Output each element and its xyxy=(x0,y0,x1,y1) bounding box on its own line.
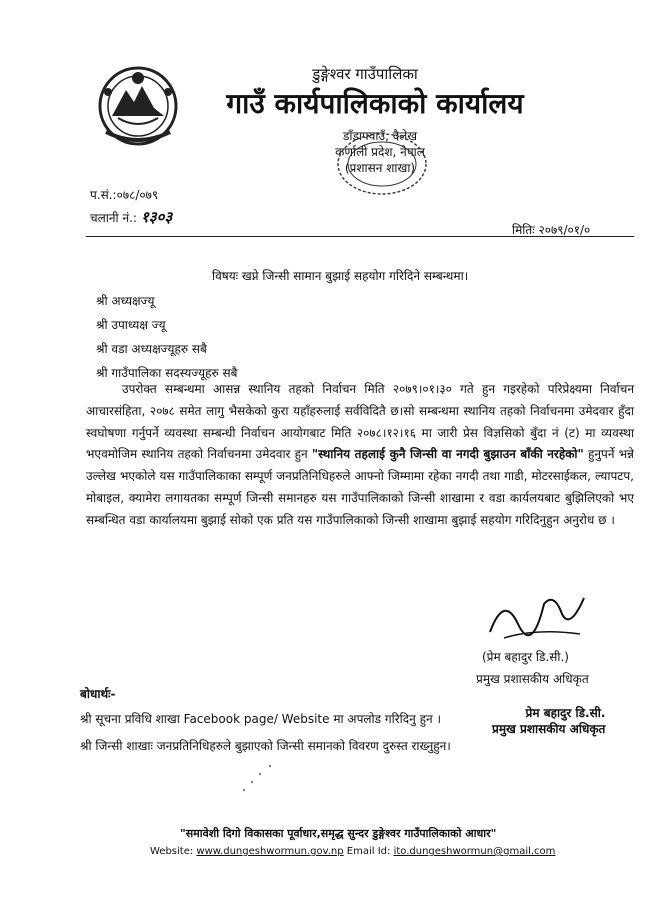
cc-item: श्री जिन्सी शाखाः जनप्रतिनिधिहरुले बुझाएको जिन्सी समानको विवरण दुरुस्त राख्नुहुन। xyxy=(80,739,451,753)
handwritten-signature-icon xyxy=(484,584,594,644)
footer-motto: "समावेशी दिगो विकासका पूर्वाधार,समृद्ध सुन्दर डुङ्गेश्वर गाउँपालिकाको आधार" xyxy=(180,827,497,840)
date-label: मितिः xyxy=(512,223,535,237)
date-value: २०७९/०१/० xyxy=(538,223,591,237)
website-label: Website: xyxy=(150,846,194,857)
ps-value: ०७८/०७९ xyxy=(116,188,159,202)
ps-label: प.सं.: xyxy=(90,188,117,202)
signatory-name: (प्रेम बहादुर डि.सी.) xyxy=(482,650,569,664)
letter-body xyxy=(86,379,634,532)
typed-signature xyxy=(492,705,605,737)
office-stamp-icon xyxy=(328,128,436,200)
header-divider xyxy=(86,236,634,237)
address-line-1: डाँडाफ्याउँ, दैलेख xyxy=(342,129,418,143)
municipality-name: डुङ्गेश्वर गाउँपालिका xyxy=(312,65,418,83)
recipient-line: श्री गाउँपालिका सदस्यज्यूहरु सबै xyxy=(96,366,238,380)
cc-label: बोधार्थः- xyxy=(80,687,116,701)
patra-sankhya xyxy=(90,186,158,203)
office-title: गाउँ कार्यपालिकाको कार्यालय xyxy=(226,87,524,120)
nepal-government-emblem-icon xyxy=(88,56,188,148)
body-quote: "स्थानिय तहलाई कुनै जिन्सी वा नगदी बुझाउन बाँकी नरहेको" xyxy=(311,447,584,462)
typed-title: प्रमुख प्रशासकीय अधिकृत xyxy=(492,722,606,736)
recipient-line: श्री उपाध्यक्ष ज्यू xyxy=(96,318,166,332)
chalani-number xyxy=(90,207,172,227)
typed-name: प्रेम बहादुर डि.सी. xyxy=(525,706,606,720)
chalani-value: १३०३ xyxy=(140,208,173,226)
cc-item: श्री सूचना प्रविधि शाखा Facebook page/ Website मा अपलोड गरिदिनु हुन । xyxy=(80,712,442,726)
letter-subject: विषयः खप्ने जिन्सी सामान बुझाई सहयोग गरिदिने सम्बन्धमा। xyxy=(212,269,469,283)
recipient-line: श्री अध्यक्षज्यू xyxy=(96,294,155,308)
email-label: Email Id: xyxy=(346,846,391,857)
recipient-line: श्री वडा अध्यक्षज्यूहरु सबै xyxy=(96,342,207,356)
email-link[interactable]: ito.dungeshwormun@gmail.com xyxy=(393,846,556,857)
stamp-text: (प्रशासन शाखा) xyxy=(344,161,416,175)
scan-specks xyxy=(230,760,290,800)
footer-contact xyxy=(150,846,555,857)
chalani-label: चलानी नं.: xyxy=(90,211,137,225)
website-link[interactable]: www.dungeshwormun.gov.np xyxy=(196,846,344,857)
address-line-2: कर्णाली प्रदेश, नेपाल xyxy=(335,145,425,159)
body-part-1: उपरोक्त सम्बन्धमा आसन्न स्थानिय तहको निर्वाचन मिति २०७९।०१।३० गते हुन गइरहेको परिप्रेक्ष्यमा निर्वाचन आचारसंहिता, २०७८ समेत लागु भैसकेको कुरा यहाँहरुलाई सर्वविदितै छ।सो सम्बन्धमा स्थानिय तहको निर्वाचनमा उमेदवार हुँदा स्वघोषणा गर्नुपर्ने व्यवस्था सम्बन्धी निर्वाचन आयोगबाट मिति २०७८।१२।१६ मा जारी प्रेस विज्ञसिको बुँदा नं (ट) मा व्यवस्था भएवमोजिम स्थानिय तहको निर्वाचनमा उमेदवार हुन xyxy=(86,382,634,462)
signatory-title: प्रमुख प्रशासकीय अधिकृत xyxy=(476,672,589,686)
body-part-2: हुनुपर्ने भन्ने उल्लेख भएकोले यस गाउँपालिकाका सम्पूर्ण जनप्रतिनिधिहरुले आफ्नो जिम्मामा रहेका नगदी तथा गाडी, मोटरसाईकल, ल्यापटप, मोबाइल, क्यामेरा लगायतका सम्पूर्ण जिन्सी समानहरु यस गाउँपालिकाको जिन्सी शाखामा र वडा कार्यलयबाट बुझिलिएको भए सम्बन्धित वडा कार्यालयमा बुझाई सोको एक प्रति यस गाउँपालिकाको जिन्सी शाखामा बुझाई सहयोग गरिदिनुहुन अनुरोध छ । xyxy=(86,447,634,527)
